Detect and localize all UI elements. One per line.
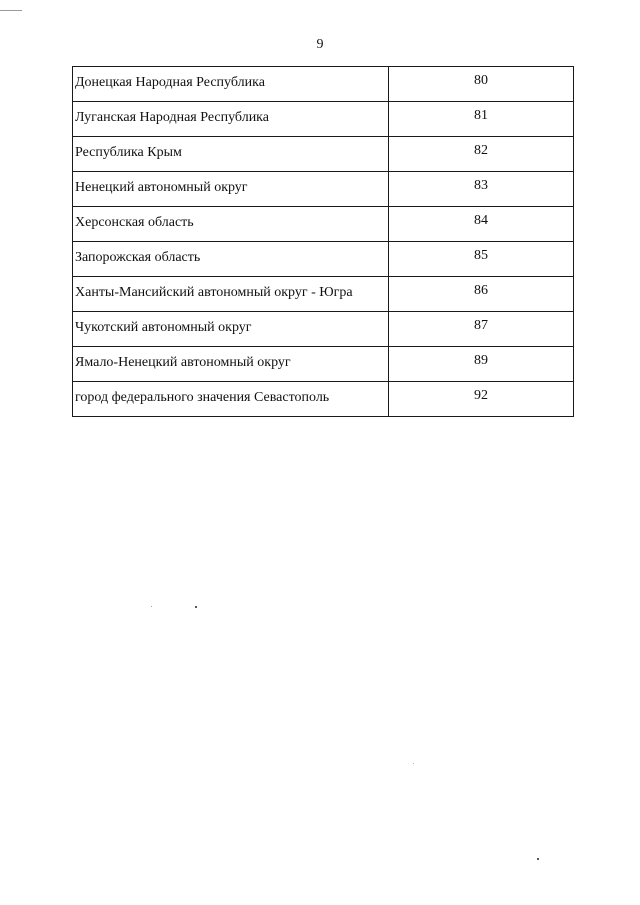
region-code: 80 <box>389 67 574 102</box>
region-name: Луганская Народная Республика <box>73 102 389 137</box>
table-row <box>73 277 574 312</box>
scan-speck <box>195 606 197 608</box>
scan-speck <box>151 606 152 607</box>
table-row <box>73 172 574 207</box>
region-code: 92 <box>389 382 574 417</box>
table-row <box>73 382 574 417</box>
region-code: 85 <box>389 242 574 277</box>
table-row <box>73 102 574 137</box>
region-name: Ямало-Ненецкий автономный округ <box>73 347 389 382</box>
region-code: 82 <box>389 137 574 172</box>
region-name: Донецкая Народная Республика <box>73 67 389 102</box>
scan-corner-mark <box>0 0 22 11</box>
region-name: Херсонская область <box>73 207 389 242</box>
region-code: 86 <box>389 277 574 312</box>
scan-speck <box>537 858 539 860</box>
table-row <box>73 347 574 382</box>
region-code: 83 <box>389 172 574 207</box>
table-row <box>73 67 574 102</box>
region-code: 81 <box>389 102 574 137</box>
region-code: 84 <box>389 207 574 242</box>
region-name: Запорожская область <box>73 242 389 277</box>
table-row <box>73 312 574 347</box>
table-row <box>73 207 574 242</box>
region-code: 87 <box>389 312 574 347</box>
region-name: Республика Крым <box>73 137 389 172</box>
scan-speck <box>413 763 414 764</box>
regions-code-table <box>72 66 574 417</box>
page-number: 9 <box>316 37 324 52</box>
region-name: город федерального значения Севастополь <box>73 382 389 417</box>
region-code: 89 <box>389 347 574 382</box>
table-row <box>73 137 574 172</box>
table-row <box>73 242 574 277</box>
region-name: Чукотский автономный округ <box>73 312 389 347</box>
region-name: Ненецкий автономный округ <box>73 172 389 207</box>
region-name: Ханты-Мансийский автономный округ - Югра <box>73 277 389 312</box>
